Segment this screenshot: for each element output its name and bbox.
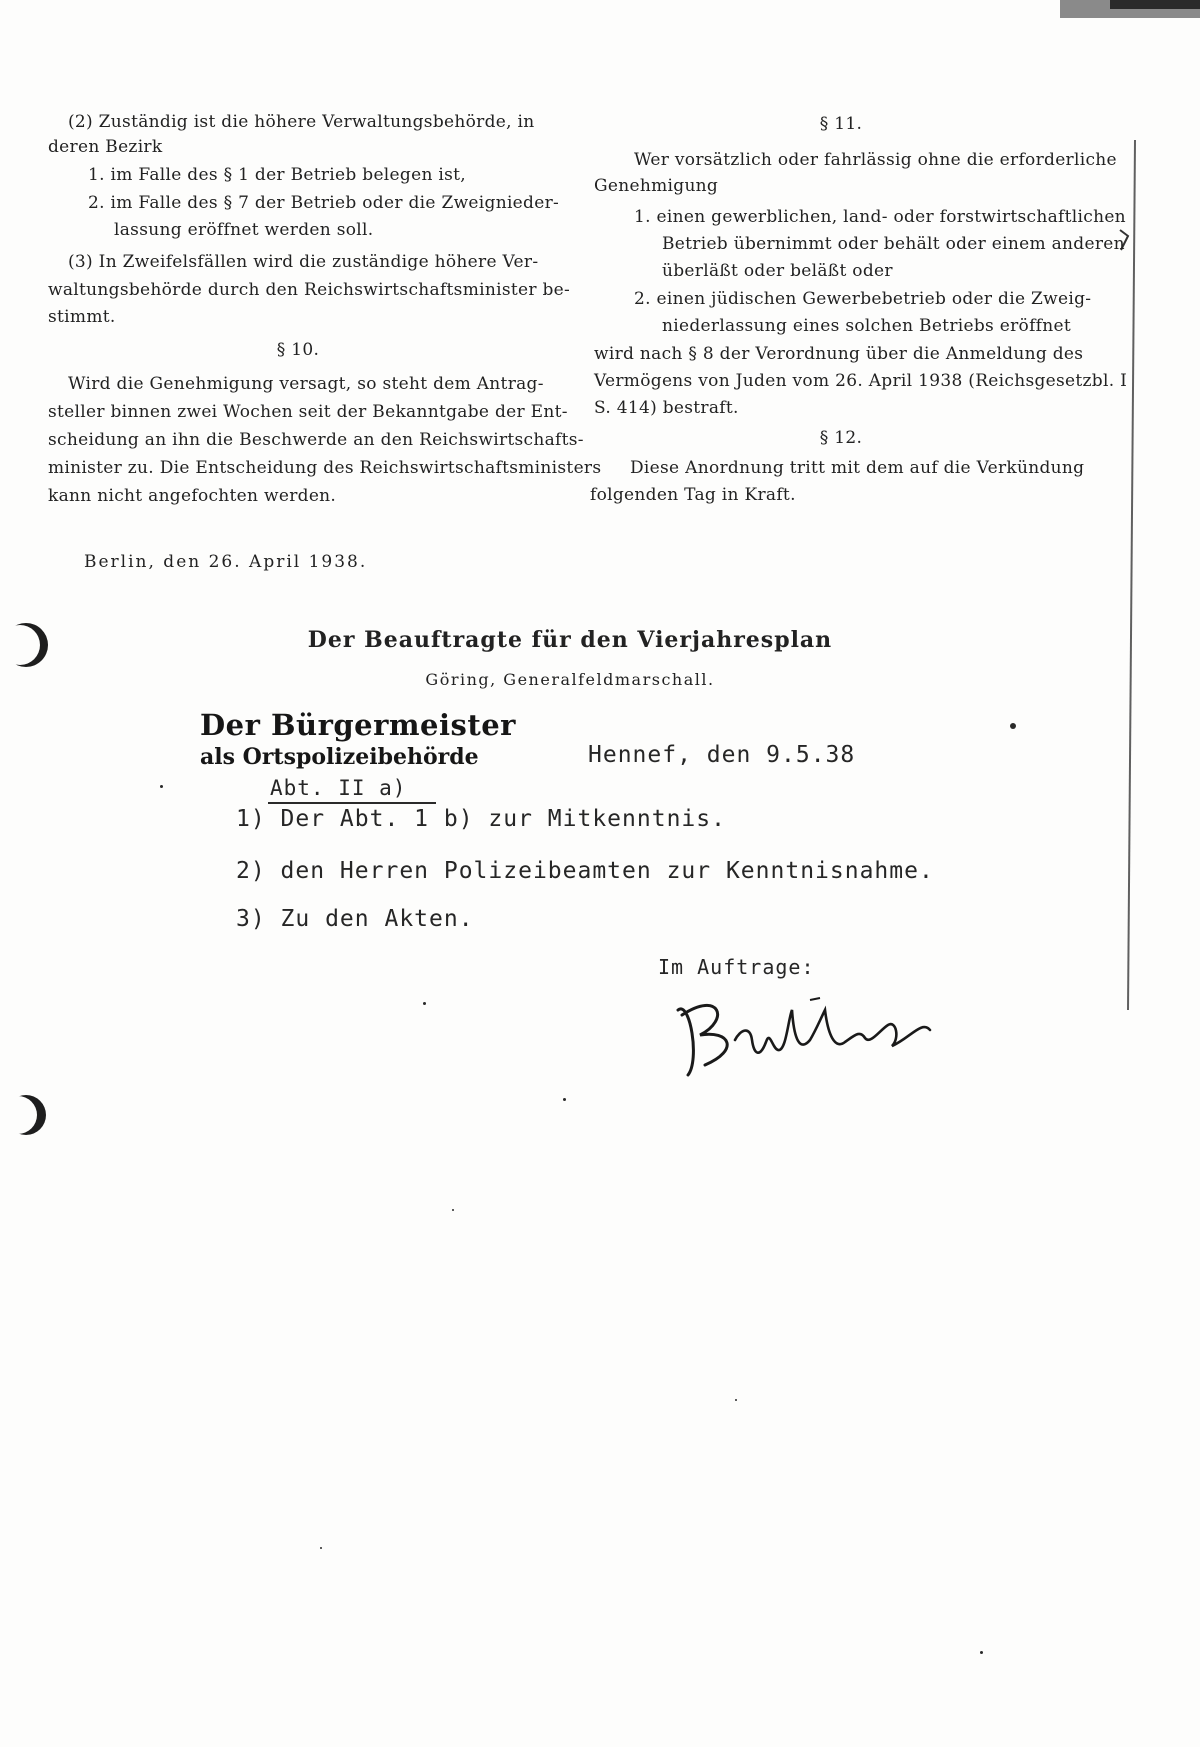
para-9-3-line: (3) In Zweifelsfällen wird die zuständige höhere Ver-	[68, 252, 539, 272]
section-10-line: scheidung an ihn die Beschwerde an den Reichswirtschafts-	[48, 430, 584, 450]
signature-title: Der Beauftragte für den Vierjahresplan	[307, 627, 833, 653]
para-9-2-line: (2) Zuständig ist die höhere Verwaltungsbehörde, in	[68, 112, 535, 132]
section-11-item-line: Betrieb übernimmt oder behält oder einem anderen	[662, 234, 1125, 254]
signature-name: Göring, Generalfeldmarschall.	[425, 670, 715, 689]
typed-place-date: Hennef, den 9.5.38	[588, 742, 856, 768]
section-10-line: steller binnen zwei Wochen seit der Bekanntgabe der Ent-	[48, 402, 568, 422]
handwritten-signature	[660, 980, 980, 1090]
scan-speck	[1010, 723, 1016, 729]
stamp-line-1: Der Bürgermeister	[200, 708, 516, 742]
punch-hole-top	[0, 615, 60, 675]
para-9-2-line: lassung eröffnet werden soll.	[114, 220, 374, 240]
scan-speck	[320, 1547, 322, 1549]
scan-speck	[563, 1098, 566, 1101]
stamp-line-2: als Ortspolizeibehörde	[200, 744, 479, 770]
section-11-outro-line: S. 414) bestraft.	[594, 398, 739, 418]
scan-speck	[160, 785, 163, 788]
section-11-item-line: überläßt oder beläßt oder	[662, 261, 893, 281]
section-11-heading: § 11.	[819, 114, 863, 134]
section-12-heading: § 12.	[819, 428, 863, 448]
section-11-intro-line: Wer vorsätzlich oder fahrlässig ohne die erforderliche	[634, 150, 1117, 170]
typed-on-behalf: Im Auftrage:	[658, 955, 815, 979]
scan-speck	[423, 1002, 426, 1005]
section-11-item-line: niederlassung eines solchen Betriebs eröffnet	[662, 316, 1071, 336]
dateline: Berlin, den 26. April 1938.	[84, 552, 368, 572]
typed-item-2: 2) den Herren Polizeibeamten zur Kenntnisnahme.	[236, 858, 934, 884]
section-10-line: Wird die Genehmigung versagt, so steht dem Antrag-	[68, 374, 544, 394]
para-9-3-line: waltungsbehörde durch den Reichswirtschaftsminister be-	[48, 280, 571, 300]
section-11-outro-line: wird nach § 8 der Verordnung über die Anmeldung des	[594, 344, 1084, 364]
scan-speck	[735, 1399, 737, 1401]
section-10-heading: § 10.	[276, 340, 320, 360]
section-12-line: Diese Anordnung tritt mit dem auf die Verkündung	[630, 458, 1085, 478]
punch-hole-bottom	[0, 1085, 60, 1145]
section-11-item-line: 2. einen jüdischen Gewerbebetrieb oder die Zweig-	[634, 289, 1092, 309]
para-9-3-line: stimmt.	[48, 307, 116, 327]
typed-item-1: 1) Der Abt. 1 b) zur Mitkenntnis.	[236, 806, 726, 832]
para-9-2-line: deren Bezirk	[48, 137, 163, 157]
section-11-outro-line: Vermögens von Juden vom 26. April 1938 (Reichsgesetzbl. I	[594, 371, 1128, 391]
typed-department: Abt. II a)	[270, 776, 407, 800]
scan-speck	[980, 1651, 983, 1654]
typed-item-3: 3) Zu den Akten.	[236, 906, 474, 932]
scan-speck	[452, 1209, 454, 1211]
section-10-line: kann nicht angefochten werden.	[48, 486, 337, 506]
section-12-line: folgenden Tag in Kraft.	[590, 485, 796, 505]
para-9-2-line: 1. im Falle des § 1 der Betrieb belegen ist,	[88, 165, 466, 185]
section-10-line: minister zu. Die Entscheidung des Reichswirtschaftsministers	[48, 458, 602, 478]
para-9-2-line: 2. im Falle des § 7 der Betrieb oder die Zweignieder-	[88, 193, 560, 213]
section-11-item-line: 1. einen gewerblichen, land- oder forstwirtschaftlichen	[634, 207, 1126, 227]
section-11-intro-line: Genehmigung	[594, 176, 719, 196]
